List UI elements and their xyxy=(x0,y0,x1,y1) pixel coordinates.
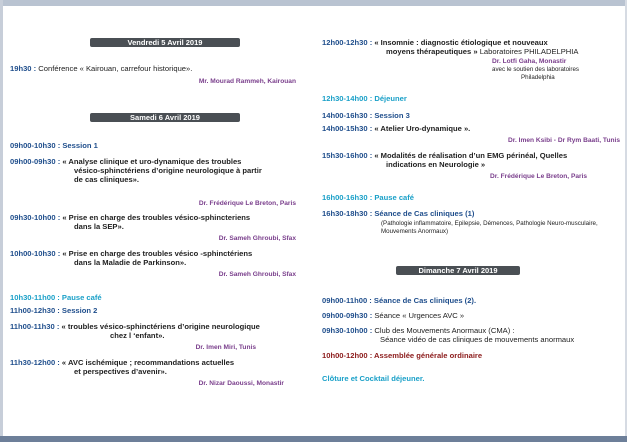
speaker: Dr. Nizar Daoussi, Monastir xyxy=(198,380,284,387)
day-header-sunday: Dimanche 7 Avril 2019 xyxy=(396,266,520,275)
clinical-cases-1: 16h30-18h30 : Séance de Cas cliniques (1) xyxy=(322,209,475,218)
talk-analyse-clinique: 09h00-09h30 : « Analyse clinique et uro-dynamique des troubles xyxy=(10,157,242,166)
talk-line: chez l ‘enfant». xyxy=(110,331,165,340)
frame-top-border xyxy=(0,0,627,6)
club-cma-detail: Séance vidéo de cas cliniques de mouvements anormaux xyxy=(380,335,575,344)
closing: Clôture et Cocktail déjeuner. xyxy=(322,374,425,383)
speaker: Dr. Frédérique Le Breton, Paris xyxy=(490,173,588,180)
urgences-avc: 09h00-09h30 : Séance « Urgences AVC » xyxy=(322,311,465,320)
speaker: Dr. Imen Ksibi - Dr Rym Baati, Tunis xyxy=(508,137,620,144)
talk-line: dans la SEP». xyxy=(74,222,124,231)
topics-note: Mouvements Anormaux) xyxy=(381,228,449,235)
speaker: Dr. Imen Miri, Tunis xyxy=(195,344,256,351)
general-assembly: 10h00-12h00 : Assemblée générale ordinaire xyxy=(322,351,483,360)
talk-emg: 15h30-16h00 : « Modalités de réalisation d’un EMG périnéal, Quelles xyxy=(322,151,568,160)
club-cma: 09h30-10h00 : Club des Mouvements Anormaux (CMA) : xyxy=(322,326,515,335)
speaker: Dr. Frédérique Le Breton, Paris xyxy=(198,200,296,207)
frame-bottom-border xyxy=(0,436,627,442)
session-2: 11h00-12h30 : Session 2 xyxy=(10,306,98,315)
talk-insomnie: 12h00-12h30 : « Insomnie : diagnostic étiologique et nouveaux xyxy=(322,38,548,47)
clinical-cases-2: 09h00-11h00 : Séance de Cas cliniques (2). xyxy=(322,296,477,305)
coffee-break-1: 10h30-11h00 : Pause café xyxy=(10,293,102,302)
talk-parkinson: 10h00-10h30 : « Prise en charge des troubles vésico -sphinctériens xyxy=(10,249,253,258)
speaker: Dr. Sameh Ghroubi, Sfax xyxy=(218,271,296,278)
day-header-saturday: Samedi 6 Avril 2019 xyxy=(90,113,240,122)
lunch: 12h30-14h00 : Déjeuner xyxy=(322,94,407,103)
sponsor-note: avec le soutien des laboratoires xyxy=(492,66,580,73)
talk-enfant: 11h00-11h30 : « troubles vésico-sphinctériens d’origine neurologique xyxy=(10,322,260,331)
frame-left-border xyxy=(0,0,3,442)
speaker: Dr. Lotfi Gaha, Monastir xyxy=(492,58,567,65)
talk-line: et perspectives d’avenir». xyxy=(74,367,167,376)
talk-line: indications en Neurologie » xyxy=(386,160,486,169)
session-3: 14h00-16h30 : Session 3 xyxy=(322,111,410,120)
speaker: Mr. Mourad Rammeh, Kairouan xyxy=(198,78,296,85)
talk-line: vésico-sphinctériens d’origine neurologique à partir xyxy=(74,166,262,175)
day-header-friday: Vendredi 5 Avril 2019 xyxy=(90,38,240,47)
coffee-break-2: 16h00-16h30 : Pause café xyxy=(322,193,415,202)
event-friday-conference: 19h30 : Conférence « Kairouan, carrefour historique». xyxy=(10,64,193,73)
talk-line: de cas cliniques». xyxy=(74,175,139,184)
talk-avc: 11h30-12h00 : « AVC ischémique ; recommandations actuelles xyxy=(10,358,235,367)
sponsor-note: Philadelphia xyxy=(521,74,555,81)
talk-atelier: 14h00-15h30 : « Atelier Uro-dynamique ». xyxy=(322,124,471,133)
talk-line: dans la Maladie de Parkinson». xyxy=(74,258,187,267)
speaker: Dr. Sameh Ghroubi, Sfax xyxy=(218,235,296,242)
session-1: 09h00-10h30 : Session 1 xyxy=(10,141,98,150)
topics-note: (Pathologie inflammatoire, Epilepsie, Démences, Pathologie Neuro-musculaire, xyxy=(381,220,598,227)
talk-line: moyens thérapeutiques » Laboratoires PHILADELPHIA xyxy=(386,47,579,56)
talk-sep: 09h30-10h00 : « Prise en charge des troubles vésico-sphincteriens xyxy=(10,213,251,222)
